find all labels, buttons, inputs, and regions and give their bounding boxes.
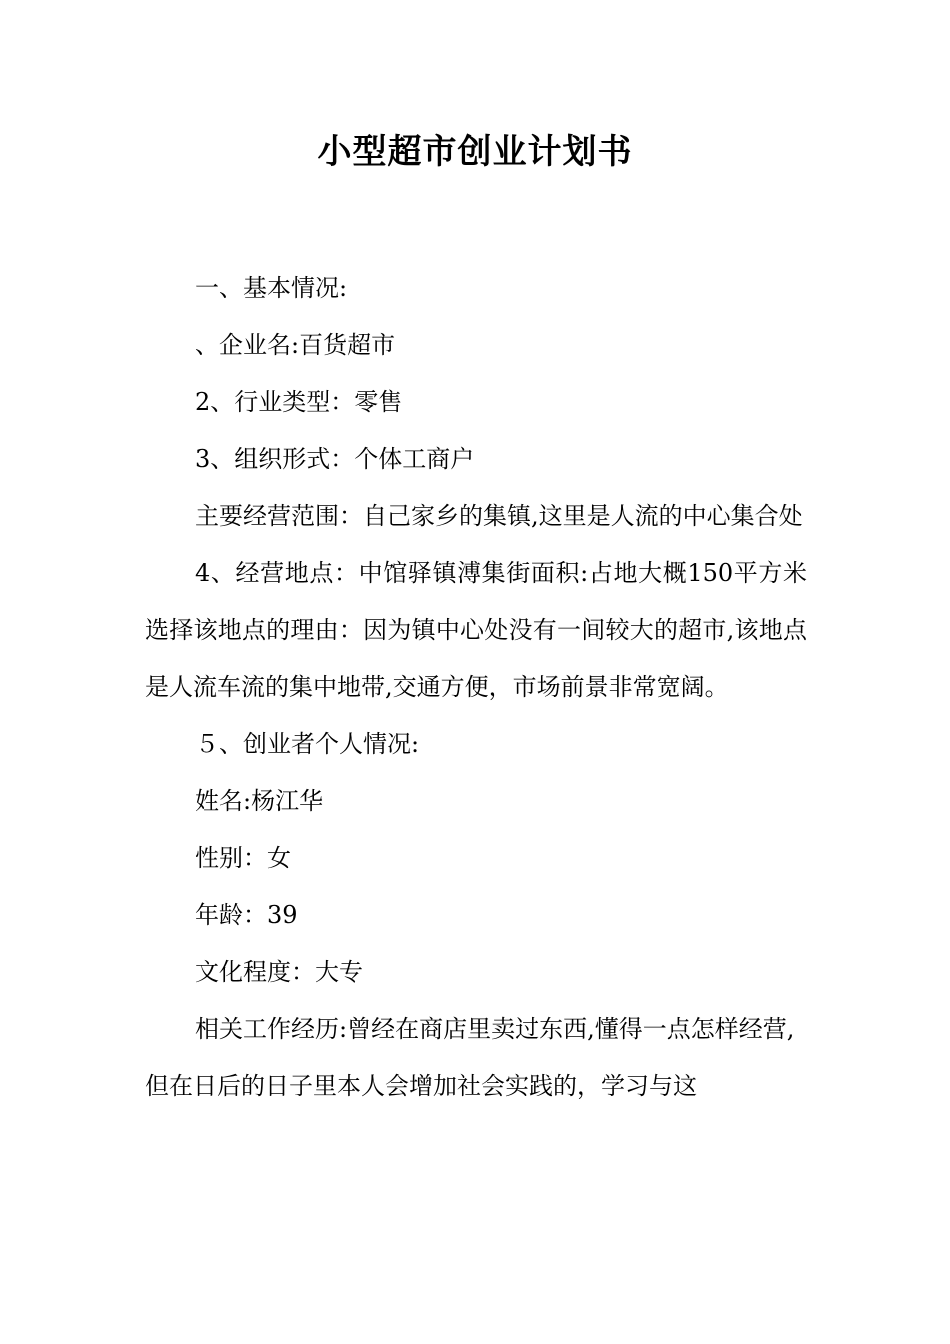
- paragraph-company-name: 、企业名:百货超市: [195, 331, 396, 359]
- paragraph-founder-age: 年龄：39: [195, 901, 298, 929]
- paragraph-business-scope: 主要经营范围：自己家乡的集镇,这里是人流的中心集合处: [195, 502, 803, 530]
- paragraph-work-experience: 相关工作经历:曾经在商店里卖过东西,懂得一点怎样经营,但在日后的日子里本人会增加社会实践的，学习与这: [145, 1015, 795, 1100]
- paragraph-basic-info-heading: 一、基本情况:: [195, 274, 348, 302]
- paragraph-organization-form: 3、组织形式：个体工商户: [195, 445, 475, 473]
- document-title: 小型超市创业计划书: [317, 132, 633, 172]
- paragraph-business-location: 4、经营地点：中馆驿镇溥集街面积:占地大概150平方米选择该地点的理由：因为镇中心处没有一间较大的超市,该地点是人流车流的集中地带,交通方便，市场前景非常宽阔。: [145, 559, 807, 701]
- paragraph-founder-education: 文化程度：大专: [195, 958, 363, 986]
- paragraph-industry-type: 2、行业类型：零售: [195, 388, 403, 416]
- document-body: [145, 260, 807, 1115]
- paragraph-founder-gender: 性别：女: [195, 844, 291, 872]
- paragraph-founder-name: 姓名:杨江华: [195, 787, 324, 815]
- paragraph-founder-info-heading: ５、创业者个人情况:: [195, 730, 420, 758]
